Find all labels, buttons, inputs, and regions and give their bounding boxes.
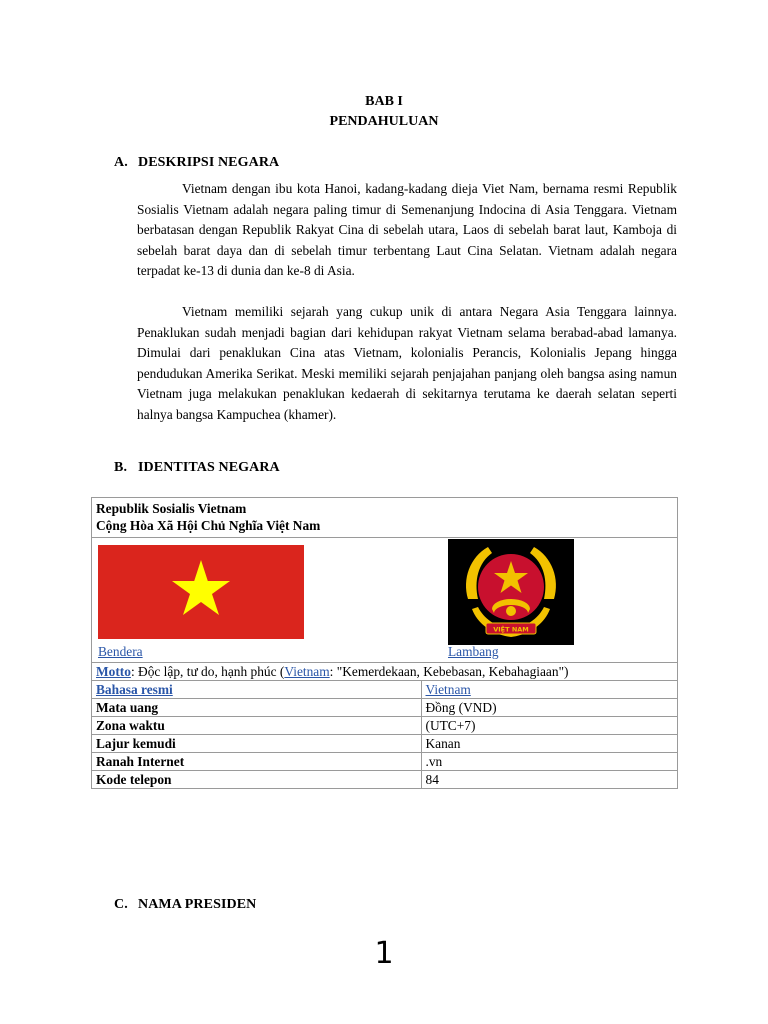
table-row bbox=[92, 753, 678, 771]
country-identity-table bbox=[91, 497, 678, 789]
row-label-calling-code: Kode telepon bbox=[92, 771, 422, 789]
row-value-internet-domain: .vn bbox=[421, 753, 678, 771]
page-number: 1 bbox=[374, 936, 394, 971]
section-heading-c bbox=[114, 897, 256, 913]
table-row bbox=[92, 717, 678, 735]
row-value-calling-code: 84 bbox=[421, 771, 678, 789]
motto-translation: : "Kemerdekaan, Kebebasan, Kebahagiaan") bbox=[329, 664, 569, 679]
emblem-caption[interactable]: Lambang bbox=[448, 644, 499, 659]
row-label-internet-domain: Ranah Internet bbox=[92, 753, 422, 771]
official-language-link[interactable]: Bahasa resmi bbox=[96, 682, 173, 697]
section-letter: B. bbox=[114, 460, 128, 475]
paragraph-history: Vietnam memiliki sejarah yang cukup unik di antara Negara Asia Tenggara lainnya. Penaklukan sudah menjadi bagian dari kehidupan rakyat Vietnam selama berabad-abad lamanya. Dimulai dari penaklukan Cina atas Vietnam, kolonialis Perancis, Kolonialis Jepang hingga pendudukan Amerika Serikat. Meski memiliki sejarah penjajahan panjang oleh bangsa asing namun Vietnam juga melakukan penaklukan kedaerah di sekitarnya terutama ke daerah selatan seperti halnya bangsa Kampuchea (khamer). bbox=[137, 304, 677, 422]
row-value-timezone: (UTC+7) bbox=[421, 717, 678, 735]
section-letter: C. bbox=[114, 897, 128, 912]
flag-caption[interactable]: Bendera bbox=[98, 644, 143, 659]
chapter-number: BAB I bbox=[365, 94, 403, 109]
row-label-currency: Mata uang bbox=[92, 699, 422, 717]
country-name-cell bbox=[92, 498, 678, 538]
row-value-currency: Đồng (VND) bbox=[421, 699, 678, 717]
country-name-vietnamese: Cộng Hòa Xã Hội Chủ Nghĩa Việt Nam bbox=[96, 518, 321, 533]
section-title: NAMA PRESIDEN bbox=[138, 897, 257, 912]
vietnam-emblem-image bbox=[448, 539, 574, 645]
emblem-cell bbox=[421, 538, 678, 663]
row-label-timezone: Zona waktu bbox=[92, 717, 422, 735]
table-row bbox=[92, 771, 678, 789]
motto-text: : Độc lập, tư do, hạnh phúc ( bbox=[130, 664, 285, 679]
table-row bbox=[92, 735, 678, 753]
row-label-official-language bbox=[92, 681, 422, 699]
flag-cell bbox=[92, 538, 422, 663]
motto-label-link[interactable]: Motto bbox=[96, 664, 131, 679]
table-row bbox=[92, 699, 678, 717]
emblem-ribbon-text: VIỆT NAM bbox=[493, 625, 529, 634]
section-heading-b bbox=[114, 460, 280, 476]
row-label-driving-side: Lajur kemudi bbox=[92, 735, 422, 753]
paragraph-description: Vietnam dengan ibu kota Hanoi, kadang-kadang dieja Viet Nam, bernama resmi Republik Sosialis Vietnam adalah negara paling timur di Semenanjung Indocina di Asia Tenggara. Vietnam berbatasan dengan Republik Rakyat Cina di sebelah utara, Laos di sebelah barat laut, Kamboja di sebelah barat daya dan di sebelah timur terbentang Laut Cina Selatan. Vietnam adalah negara terpadat ke-13 di dunia dan ke-8 di Asia. bbox=[137, 181, 677, 279]
row-value-official-language bbox=[421, 681, 678, 699]
motto-language-link[interactable]: Vietnam bbox=[284, 664, 330, 679]
section-letter: A. bbox=[114, 155, 128, 170]
motto-cell bbox=[92, 663, 678, 681]
section-heading-a bbox=[114, 155, 279, 171]
country-name-indonesian: Republik Sosialis Vietnam bbox=[96, 501, 247, 516]
official-language-value-link[interactable]: Vietnam bbox=[425, 682, 471, 697]
vietnam-flag-image bbox=[98, 545, 304, 639]
chapter-title: PENDAHULUAN bbox=[329, 114, 439, 129]
table-row bbox=[92, 681, 678, 699]
row-value-driving-side: Kanan bbox=[421, 735, 678, 753]
section-title: DESKRIPSI NEGARA bbox=[138, 155, 280, 170]
section-title: IDENTITAS NEGARA bbox=[138, 460, 280, 475]
